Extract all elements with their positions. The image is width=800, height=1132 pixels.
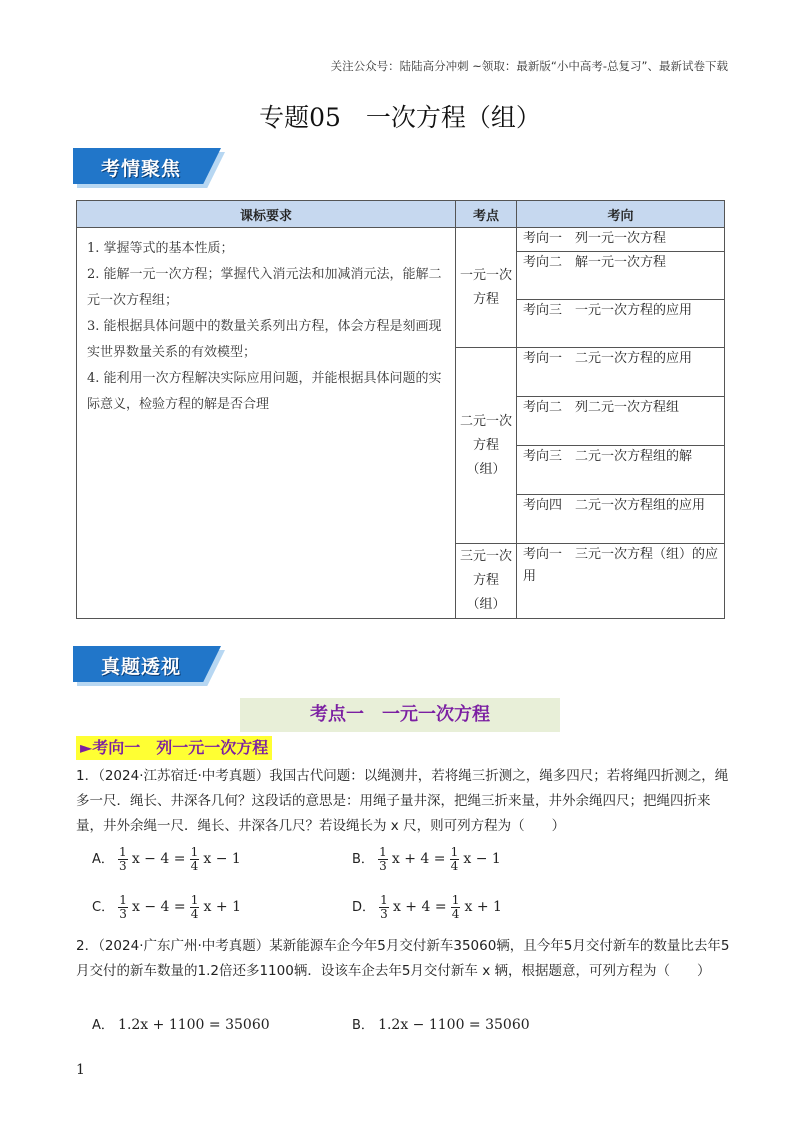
banner-kaoqing-label: 考情聚焦: [101, 158, 182, 180]
table-header-requirements: 课标要求: [77, 201, 456, 228]
requirement-item: 2. 能解一元一次方程；掌握代入消元法和加减消元法，能解二元一次方程组；: [87, 267, 442, 308]
kaodian-cell: 二元一次方程（组）: [456, 348, 517, 544]
table-header-kaoxiang: 考向: [517, 201, 725, 228]
kaodian-cell: 三元一次方程（组）: [456, 544, 517, 619]
kaoxiang-cell: 考向一 二元一次方程的应用: [517, 348, 725, 397]
question-2-option-b[interactable]: B． 1.2x − 1100 = 35060: [352, 1017, 530, 1033]
requirements-cell: [77, 228, 456, 619]
kaodian-cell: 一元一次方程: [456, 228, 517, 348]
banner-kaoqing: [73, 148, 229, 192]
question-1-option-b[interactable]: B． $\frac{1}{3}$ x + 4 = $\frac{1}{4}$ x − 1: [352, 845, 501, 873]
kaoxiang-cell: 考向一 列一元一次方程: [517, 228, 725, 252]
kaoxiang-cell: 考向二 列二元一次方程组: [517, 397, 725, 446]
question-2-option-a[interactable]: A． 1.2x + 1100 = 35060: [92, 1017, 270, 1033]
header-note: 关注公众号：陆陆高分冲刺 ~领取：最新版“小中高考-总复习”、最新试卷下载: [330, 59, 728, 73]
requirement-item: 1. 掌握等式的基本性质；: [87, 241, 234, 256]
question-2-stem: 2．（2024·广东广州·中考真题）某新能源车企今年5月交付新车35060辆，且今年5月交付新车的数量比去年5月交付的新车数量的1.2倍还多1100辆．设该车企去年5月交付新车 x 辆，根据题意，可列方程为（ ）: [76, 938, 730, 979]
question-1-option-c[interactable]: C． $\frac{1}{3}$ x − 4 = $\frac{1}{4}$ x + 1: [92, 893, 241, 921]
kaoxiang-cell: 考向三 二元一次方程组的解: [517, 446, 725, 495]
requirement-item: 4. 能利用一次方程解决实际应用问题，并能根据具体问题的实际意义，检验方程的解是否合理: [87, 371, 442, 412]
requirements-table: [76, 200, 725, 619]
banner-zhenti: [73, 646, 229, 690]
kaoxiang-cell: 考向四 二元一次方程组的应用: [517, 495, 725, 544]
kaoxiang-cell: 考向三 一元一次方程的应用: [517, 300, 725, 348]
kaoxiang-title: ►考向一 列一元一次方程: [76, 736, 272, 760]
table-header-kaodian: 考点: [456, 201, 517, 228]
kaoxiang-cell: 考向二 解一元一次方程: [517, 252, 725, 300]
question-1-option-d[interactable]: D． $\frac{1}{3}$ x + 4 = $\frac{1}{4}$ x + 1: [352, 893, 502, 921]
banner-zhenti-label: 真题透视: [101, 656, 182, 678]
requirement-item: 3. 能根据具体问题中的数量关系列出方程，体会方程是刻画现实世界数量关系的有效模型；: [87, 319, 442, 360]
question-1-option-a[interactable]: A． $\frac{1}{3}$ x − 4 = $\frac{1}{4}$ x − 1: [92, 845, 241, 873]
page-title: 专题05 一次方程（组）: [259, 103, 541, 132]
question-1-stem: 1．（2024·江苏宿迁·中考真题）我国古代问题：以绳测井，若将绳三折测之，绳多四尺；若将绳四折测之，绳多一尺．绳长、井深各几何？这段话的意思是：用绳子量井深，把绳三折来量，井外余绳四尺；把绳四折来量，井外余绳一尺．绳长、井深各几尺？若设绳长为 x 尺，则可列方程为（ ）: [76, 768, 729, 834]
page-number: 1: [76, 1062, 85, 1078]
kaodian-title: 考点一 一元一次方程: [240, 698, 560, 732]
kaoxiang-cell: 考向一 三元一次方程（组）的应用: [517, 544, 725, 619]
